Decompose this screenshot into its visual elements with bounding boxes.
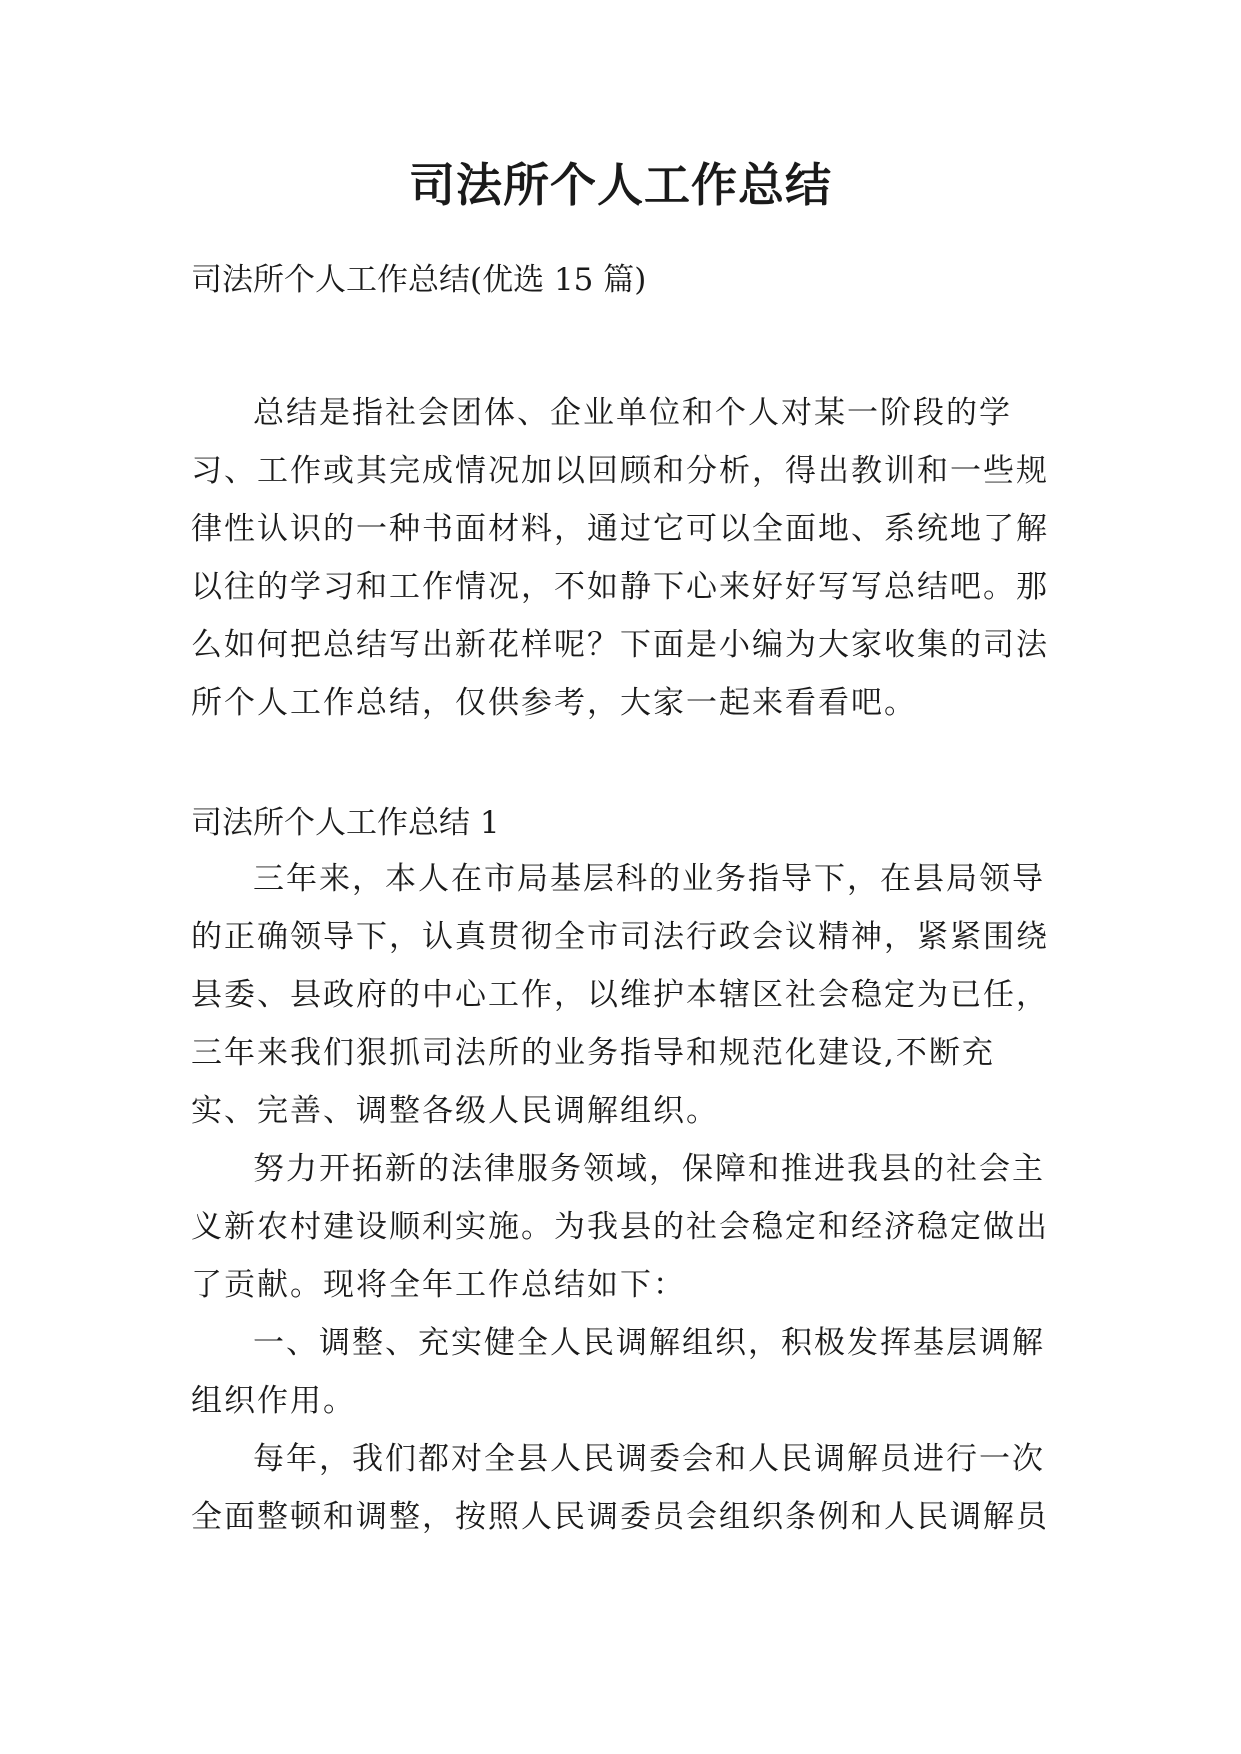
body-paragraph: 三年来，本人在市局基层科的业务指导下，在县局领导的正确领导下，认真贯彻全市司法行政会议精神，紧紧围绕县委、县政府的中心工作，以维护本辖区社会稳定为已任，三年来我们狠抓司法所的业务指导和规范化建设,不断充实、完善、调整各级人民调解组织。 [191, 861, 1049, 1129]
document-subtitle: 司法所个人工作总结(优选 15 篇) [191, 262, 647, 298]
body-paragraph: 一、调整、充实健全人民调解组织，积极发挥基层调解组织作用。 [191, 1325, 1045, 1419]
body-paragraph: 每年，我们都对全县人民调委会和人民调解员进行一次全面整顿和调整，按照人民调委员会组织条例和人民调解员 [191, 1441, 1049, 1535]
section-heading: 司法所个人工作总结 1 [191, 805, 500, 841]
page-title: 司法所个人工作总结 [409, 158, 832, 212]
body-paragraph: 努力开拓新的法律服务领域，保障和推进我县的社会主义新农村建设顺利实施。为我县的社会稳定和经济稳定做出了贡献。现将全年工作总结如下： [191, 1151, 1049, 1303]
section-body [191, 850, 1051, 1546]
intro-paragraph: 总结是指社会团体、企业单位和个人对某一阶段的学习、工作或其完成情况加以回顾和分析，得出教训和一些规律性认识的一种书面材料，通过它可以全面地、系统地了解以往的学习和工作情况，不如静下心来好好写写总结吧。那么如何把总结写出新花样呢？下面是小编为大家收集的司法所个人工作总结，仅供参考，大家一起来看看吧。 [191, 395, 1049, 721]
